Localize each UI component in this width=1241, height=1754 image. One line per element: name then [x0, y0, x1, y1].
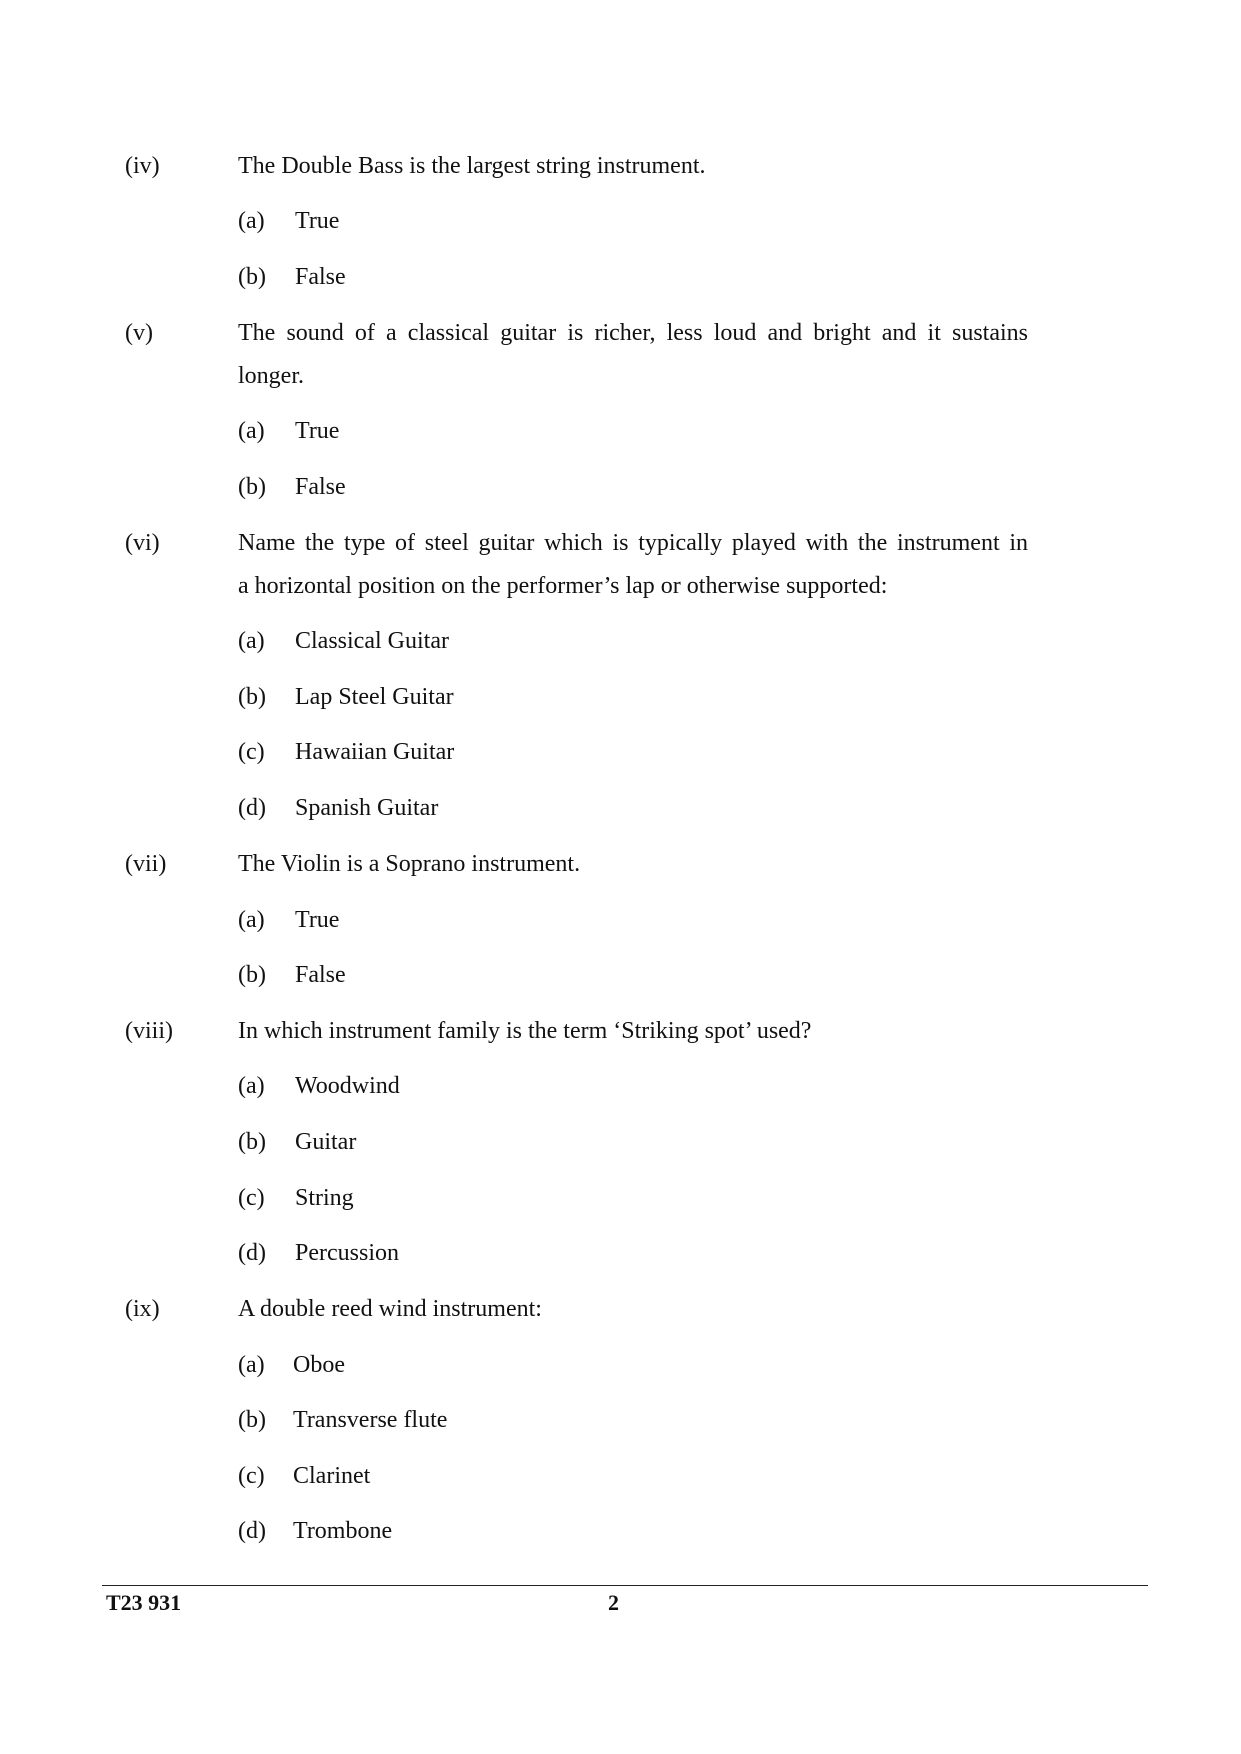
question-number: (iv): [125, 153, 160, 179]
option-text: False: [295, 962, 346, 988]
option-letter: (b): [238, 962, 266, 988]
option-letter: (b): [238, 264, 266, 290]
question-text: Name the type of steel guitar which is typically played with the instrument in: [238, 530, 1028, 556]
option-letter: (d): [238, 1240, 266, 1266]
option-letter: (a): [238, 208, 265, 234]
option-text: False: [295, 474, 346, 500]
question-number: (viii): [125, 1018, 173, 1044]
option-letter: (d): [238, 795, 266, 821]
option-text: Spanish Guitar: [295, 795, 439, 821]
question-text: A double reed wind instrument:: [238, 1296, 542, 1322]
option-letter: (c): [238, 739, 265, 765]
option-letter: (b): [238, 1129, 266, 1155]
option-text: Trombone: [293, 1518, 393, 1544]
question-number: (v): [125, 320, 153, 346]
option-letter: (c): [238, 1463, 265, 1489]
paper-code: T23 931: [106, 1590, 182, 1615]
option-text: True: [295, 208, 340, 234]
option-text: Woodwind: [295, 1073, 400, 1099]
option-letter: (b): [238, 684, 266, 710]
question-number: (vii): [125, 851, 167, 877]
option-letter: (a): [238, 418, 265, 444]
option-text: True: [295, 907, 340, 933]
question-text: The Violin is a Soprano instrument.: [238, 851, 581, 877]
option-letter: (a): [238, 1352, 265, 1378]
question-text: In which instrument family is the term ‘Striking spot’ used?: [238, 1018, 812, 1044]
question-text: The sound of a classical guitar is richer, less loud and bright and it sustains: [238, 320, 1028, 346]
option-text: Hawaiian Guitar: [295, 739, 455, 765]
question-number: (ix): [125, 1296, 160, 1322]
option-text: Classical Guitar: [295, 628, 449, 654]
option-text: Percussion: [295, 1240, 399, 1266]
option-letter: (a): [238, 628, 265, 654]
option-text: Oboe: [293, 1352, 345, 1378]
option-text: String: [295, 1185, 354, 1211]
option-text: Clarinet: [293, 1463, 371, 1489]
option-text: Guitar: [295, 1129, 357, 1155]
option-text: False: [295, 264, 346, 290]
option-text: Transverse flute: [293, 1407, 448, 1433]
question-number: (vi): [125, 530, 160, 556]
option-letter: (d): [238, 1518, 266, 1544]
option-text: True: [295, 418, 340, 444]
question-text: The Double Bass is the largest string instrument.: [238, 153, 706, 179]
option-letter: (a): [238, 907, 265, 933]
question-text-continued: a horizontal position on the performer’s lap or otherwise supported:: [238, 573, 888, 599]
footer-divider: [102, 1585, 1148, 1586]
option-letter: (c): [238, 1185, 265, 1211]
question-text-continued: longer.: [238, 363, 304, 389]
page-number: 2: [608, 1590, 619, 1615]
option-letter: (a): [238, 1073, 265, 1099]
option-text: Lap Steel Guitar: [295, 684, 454, 710]
option-letter: (b): [238, 474, 266, 500]
option-letter: (b): [238, 1407, 266, 1433]
